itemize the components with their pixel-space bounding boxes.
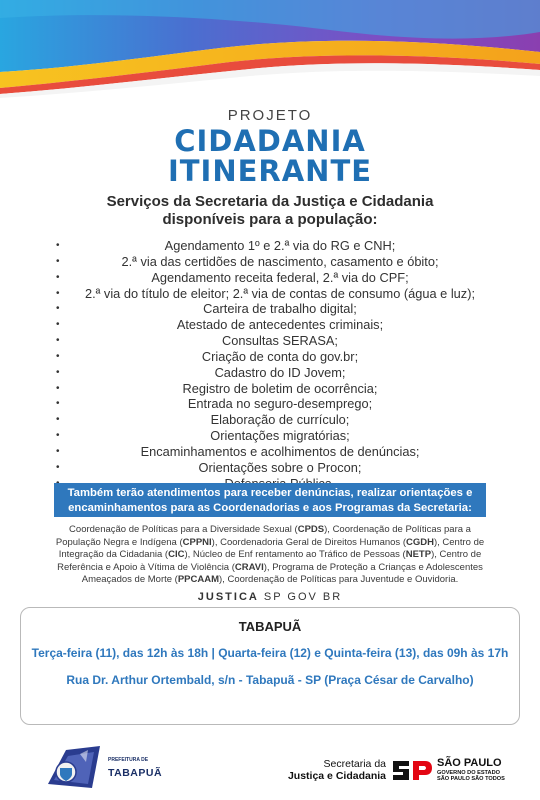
bullet: •	[56, 255, 60, 267]
list-item: • Orientações migratórias;	[56, 428, 350, 444]
notice-box	[54, 483, 486, 517]
project-title-line2: ITINERANTE	[167, 154, 373, 188]
list-item: • Cadastro do ID Jovem;	[56, 364, 346, 380]
list-item: • Orientações sobre o Procon;	[56, 459, 362, 475]
services-heading	[0, 193, 540, 229]
services-list	[56, 238, 504, 492]
event-city: TABAPUÃ	[238, 619, 302, 634]
list-item: • 2.ª via das certidões de nascimento, casamento e óbito;	[56, 253, 439, 269]
website-link[interactable]: JUSTICA SP GOV BR	[197, 591, 343, 603]
coord-line3: Integração da Cidadania (CIC), Núcleo de Enf rentamento ao Tráfico de Pessoas (NETP), Centro de	[58, 549, 482, 561]
bullet: •	[56, 414, 60, 426]
bullet: •	[56, 461, 60, 473]
coord-line4: Referência e Apoio à Vítima de Violência (CRAVI), Programa de Proteção a Crianças e Adolescentes	[57, 561, 483, 573]
coord-line2: População Negra e Indígena (CPPNI), Coordenadoria Geral de Direitos Humanos (CGDH), Centro de	[55, 536, 485, 548]
list-item: • Agendamento 1º e 2.ª via do RG e CNH;	[56, 238, 396, 253]
list-item: • Atestado de antecedentes criminais;	[56, 317, 384, 333]
project-title-line1: CIDADANIA	[174, 124, 366, 158]
bullet: •	[56, 398, 60, 410]
bullet: •	[56, 382, 60, 394]
bullet: •	[56, 366, 60, 378]
prefeitura-name: TABAPUÃ	[108, 767, 163, 779]
bullet: •	[56, 319, 60, 331]
event-address: Rua Dr. Arthur Ortembald, s/n - Tabapuã - SP (Praça César de Carvalho)	[66, 673, 474, 687]
rainbow-wave-banner	[0, 0, 540, 100]
bullet: •	[56, 335, 60, 347]
prefeitura-small-label: PREFEITURA DE	[108, 757, 149, 763]
list-item: • 2.ª via do título de eleitor; 2.ª via de contas de consumo (água e luz);	[56, 285, 476, 301]
project-label: PROJETO	[227, 107, 313, 124]
bullet: •	[56, 240, 60, 251]
event-dates: Terça-feira (11), das 12h às 18h | Quarta-feira (12) e Quinta-feira (13), das 09h às 17h	[31, 646, 509, 660]
list-item: • Encaminhamentos e acolhimentos de denúncias;	[56, 443, 420, 459]
sp-title: SÃO PAULO	[437, 757, 502, 769]
notice-line2: encaminhamentos para as Coordenadorias e aos Programas da Secretaria:	[68, 502, 472, 514]
list-item: • Criação de conta do gov.br;	[56, 348, 359, 364]
services-heading-line2: disponíveis para a população:	[162, 211, 378, 228]
bullet: •	[56, 350, 60, 362]
coordination-paragraph	[20, 524, 520, 587]
list-item: • Carteira de trabalho digital;	[56, 301, 357, 317]
bullet: •	[56, 287, 60, 299]
coord-line1: Coordenação de Políticas para a Diversidade Sexual (CPDS), Coordenação de Políticas para a	[69, 524, 471, 535]
services-heading-line1: Serviços da Secretaria da Justiça e Cidadania	[106, 193, 434, 210]
bullet: •	[56, 303, 60, 315]
sp-sub1: GOVERNO DO ESTADO	[437, 770, 500, 776]
coord-line5: Ameaçados de Morte (PPCAAM), Coordenação de Políticas para Juventude e Ouvidoria.	[81, 574, 459, 586]
sp-sub2: SÃO PAULO SÃO TODOS	[437, 776, 505, 782]
list-item: • Consultas SERASA;	[56, 333, 338, 349]
bullet: •	[56, 445, 60, 457]
secretaria-line1: Secretaria da	[323, 758, 386, 770]
bullet: •	[56, 271, 60, 283]
list-item: • Registro de boletim de ocorrência;	[56, 380, 378, 396]
notice-line1: Também terão atendimentos para receber denúncias, realizar orientações e	[67, 487, 473, 499]
list-item: • Entrada no seguro-desemprego;	[56, 396, 373, 412]
secretaria-line2: Justiça e Cidadania	[287, 770, 386, 782]
sp-government-logo	[391, 757, 433, 783]
list-item: • Agendamento receita federal, 2.ª via do CPF;	[56, 269, 409, 285]
bullet: •	[56, 430, 60, 442]
list-item: • Elaboração de currículo;	[56, 412, 350, 428]
